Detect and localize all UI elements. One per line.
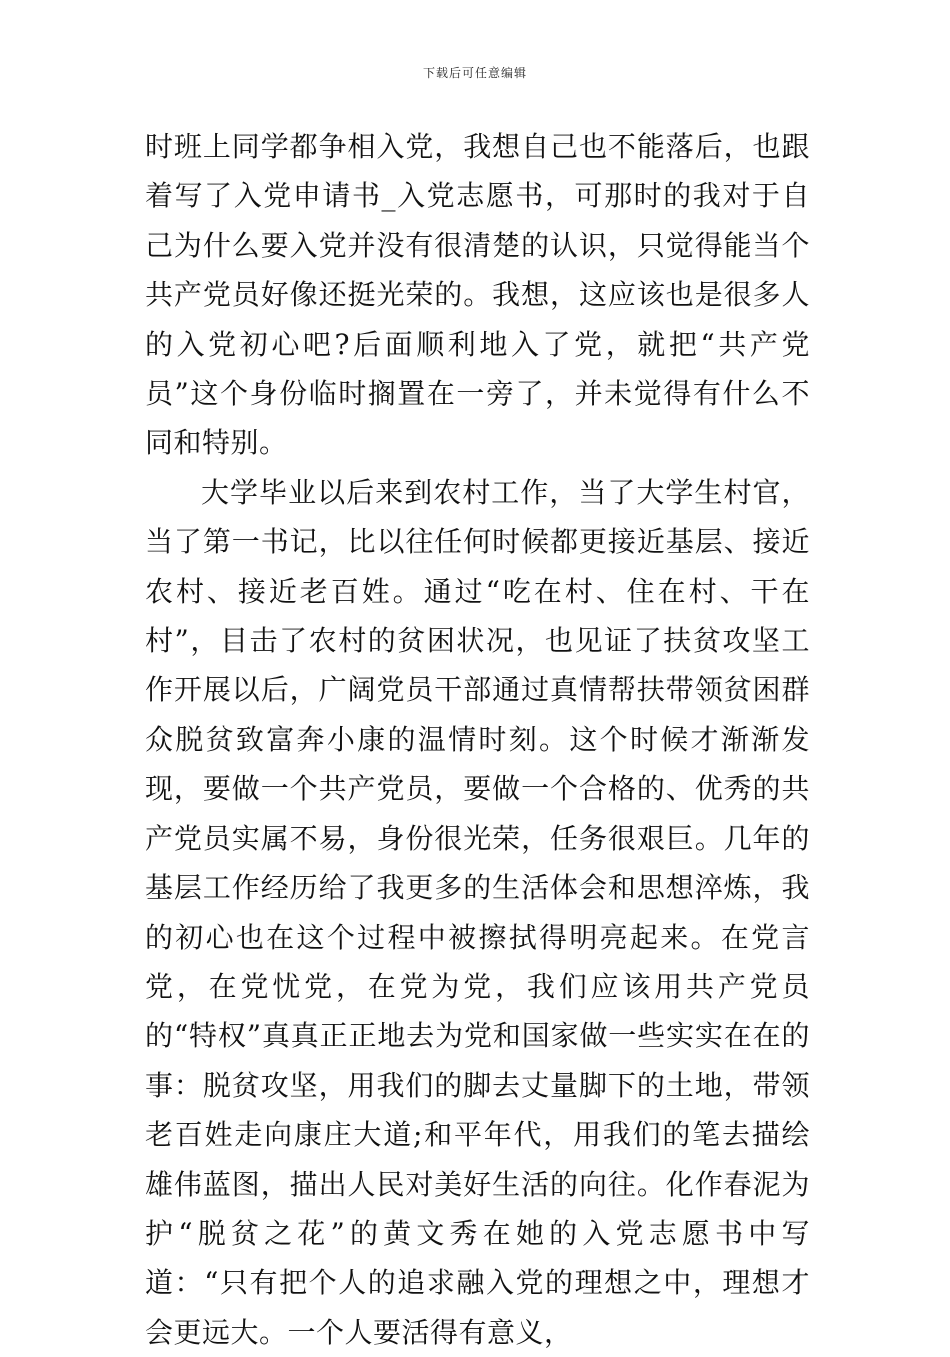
document-body [145,122,810,1357]
paragraph-village-work: 大学毕业以后来到农村工作，当了大学生村官，当了第一书记，比以往任何时候都更接近基层、接近农村、接近老百姓。通过“吃在村、住在村、干在村”，目击了农村的贫困状况，也见证了扶贫攻坚工作开展以后，广阔党员干部通过真情帮扶带领贫困群众脱贫致富奔小康的温情时刻。这个时候才渐渐发现，要做一个共产党员，要做一个合格的、优秀的共产党员实属不易，身份很光荣，任务很艰巨。几年的基层工作经历给了我更多的生活体会和思想淬炼，我的初心也在这个过程中被擦拭得明亮起来。在党言党，在党忧党，在党为党，我们应该用共产党员的“特权”真真正正地去为党和国家做一些实实在在的事：脱贫攻坚，用我们的脚去丈量脚下的土地，带领老百姓走向康庄大道;和平年代，用我们的笔去描绘雄伟蓝图，描出人民对美好生活的向往。化作春泥为护“脱贫之花”的黄文秀在她的入党志愿书中写道：“只有把个人的追求融入党的理想之中，理想才会更远大。一个人要活得有意义， [145,475,810,1349]
paragraph-continued: 时班上同学都争相入党，我想自己也不能落后，也跟着写了入党申请书_入党志愿书，可那时的我对于自己为什么要入党并没有很清楚的认识，只觉得能当个共产党员好像还挺光荣的。我想，这应该也是很多人的入党初心吧?后面顺利地入了党，就把“共产党员”这个身份临时搁置在一旁了，并未觉得有什么不同和特别。 [145,130,810,460]
page-header: 下载后可任意编辑 [422,66,527,80]
